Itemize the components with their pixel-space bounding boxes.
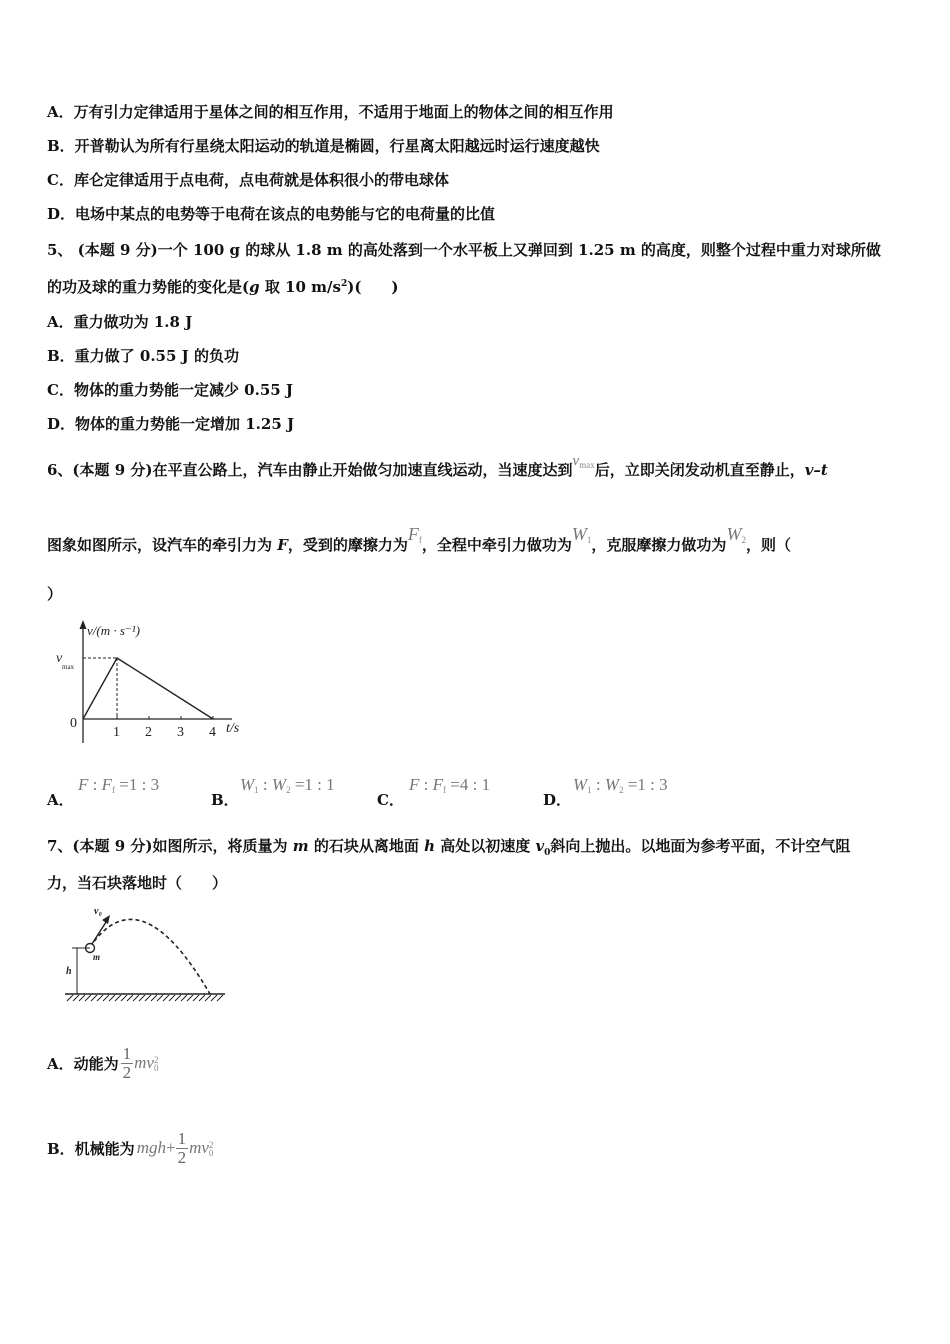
v0-arrow [90, 919, 108, 947]
vt-xtick-4: 4 [209, 725, 216, 740]
q4-option-b: B．开普勒认为所有行星绕太阳运动的轨道是椭圆，行星离太阳越远时运行速度越快 [47, 137, 600, 155]
q4-option-a: A．万有引力定律适用于星体之间的相互作用，不适用于地面上的物体之间的相互作用 [47, 103, 614, 121]
q6-option-b-label: B． [211, 791, 239, 809]
q6-option-d-label: D． [543, 791, 572, 809]
vt-xlabel: t/s [226, 721, 240, 736]
q4-option-c: C．库仑定律适用于点电荷，点电荷就是体积很小的带电球体 [47, 171, 449, 189]
vt-curve [83, 658, 213, 719]
projectile-figure [60, 902, 230, 1004]
q6-stem-line3: ） [47, 585, 63, 603]
vt-xtick-1: 1 [113, 725, 120, 740]
q6-option-c-label: C． [377, 791, 404, 809]
vt-ylabel: v/(m · s⁻¹) [87, 623, 140, 638]
vt-xtick-2: 2 [145, 725, 152, 740]
q5-option-a: A．重力做功为 1.8 J [47, 313, 193, 331]
q6-option-b-formula: $W_1$ : $W_2 =1$ : 1 [240, 775, 335, 795]
q6-option-a-label: A． [47, 791, 74, 809]
q7-option-a: A．动能为 $\frac{1}{2}$ mv 2 0 [47, 1043, 159, 1082]
q7-b-fraction: $\frac{1}{2}$ [177, 1128, 187, 1167]
vt-y-arrow [80, 620, 87, 629]
ground-hatch [67, 995, 223, 1001]
vt-ytick-vmax: v [56, 651, 63, 666]
q5-stem-line2: 的功及球的重力势能的变化是(g 取 10 $m/s^2$)( ) [47, 278, 399, 296]
m-label: m [93, 952, 101, 962]
h-label: h [66, 966, 72, 977]
q5-stem-line1: 5、 (本题 9 分)一个 100 g 的球从 1.8 m 的高处落到一个水平板上又弹回到 1.25 m 的高度，则整个过程中重力对球所做 [47, 241, 881, 259]
q4-option-d: D．电场中某点的电势等于电荷在该点的电势能与它的电荷量的比值 [47, 205, 496, 223]
q5-option-b: B．重力做了 0.55 J 的负功 [47, 347, 239, 365]
vt-origin: 0 [70, 716, 77, 731]
v0-label: v₀ [94, 906, 102, 917]
q6-option-d-formula: $W_1$ : $W_2 =1$ : 3 [573, 775, 668, 795]
vt-graph [50, 615, 260, 750]
q6-stem-line1: 6、(本题 9 分)在平直公路上，汽车由静止开始做匀加速直线运动，当速度达到$v_{max}$后，立即关闭发动机直至静止，v–t [47, 453, 828, 479]
q5-option-c: C．物体的重力势能一定减少 0.55 J [47, 381, 294, 399]
trajectory-curve [90, 919, 210, 994]
q6-stem-line2: 图象如图所示，设汽车的牵引力为 F，受到的摩擦力为$F_f$，全程中牵引力做功为$W_1$，克服摩擦力做功为$W_2$，则（ [47, 524, 791, 554]
q7-option-b: B．机械能为 mgh + $\frac{1}{2}$ mv 2 0 [47, 1128, 214, 1167]
q5-option-d: D．物体的重力势能一定增加 1.25 J [47, 415, 295, 433]
vt-ytick-vmax-sub: max [62, 663, 75, 671]
v0-arrowhead [102, 915, 110, 924]
q7-a-fraction: $\frac{1}{2}$ [122, 1043, 132, 1082]
q7-stem-line1: 7、(本题 9 分)如图所示，将质量为 m 的石块从离地面 h 高处以初速度 $v_0$斜向上抛出。以地面为参考平面，不计空气阻 [47, 837, 851, 858]
q6-option-a-formula: F : $F_f =1$ : 3 [78, 775, 160, 795]
q6-option-c-formula: F : $F_f =4$ : 1 [409, 775, 491, 795]
q7-stem-line2: 力，当石块落地时（ ） [47, 874, 228, 892]
vt-xtick-3: 3 [177, 725, 184, 740]
